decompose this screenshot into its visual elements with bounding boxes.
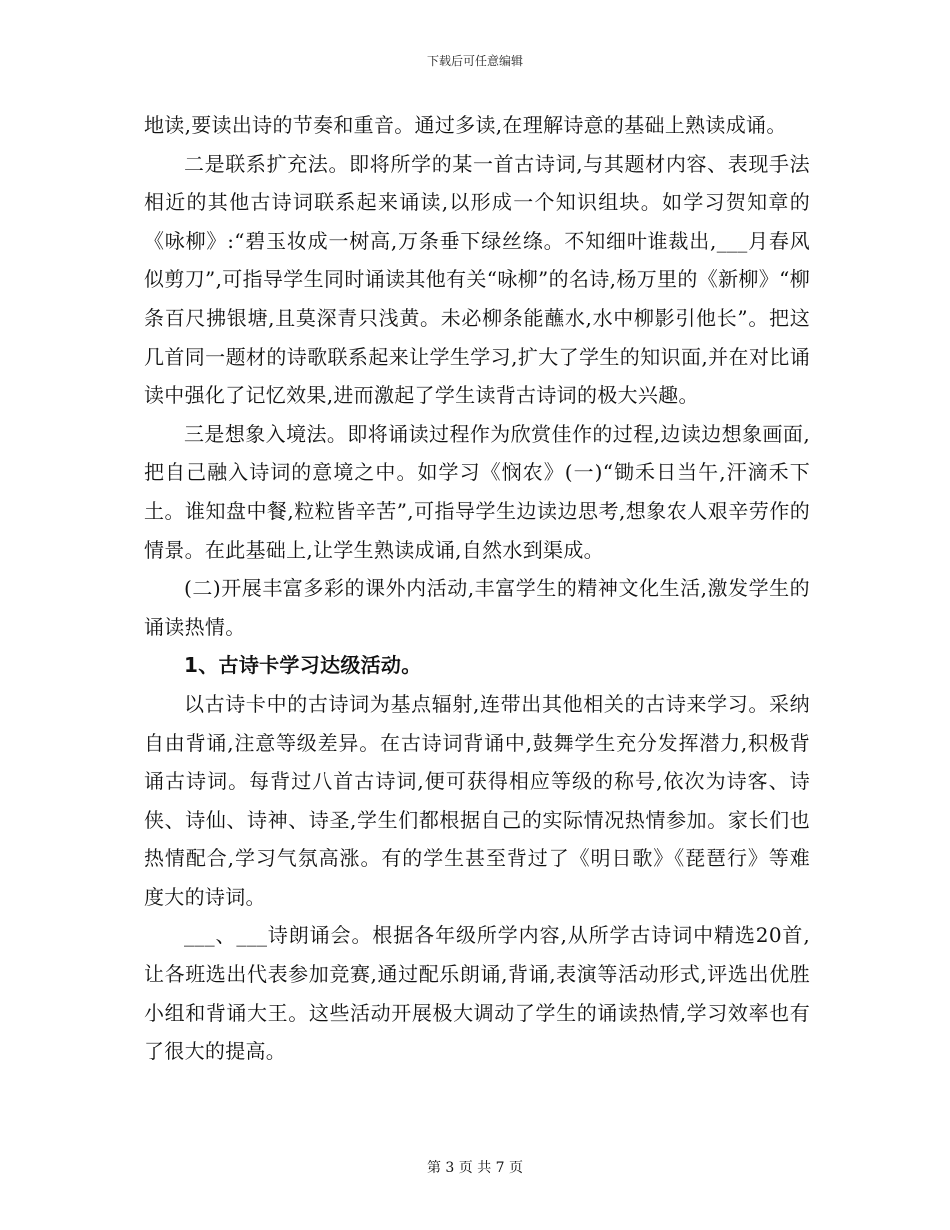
page-number: 第 3 页 共 7 页	[426, 1160, 524, 1176]
paragraph-method-association: 二是联系扩充法。即将所学的某一首古诗词,与其题材内容、表现手法相近的其他古诗词联系起来诵读,以形成一个知识组块。如学习贺知章的《咏柳》:“碧玉妆成一树高,万条垂下绿丝绦。不知细叶谁裁出,___月春风似剪刀”,可指导学生同时诵读其他有关“咏柳”的名诗,杨万里的《新柳》“柳条百尺拂银塘,且莫深青只浅黄。未必柳条能蘸水,水中柳影引他长”。把这几首同一题材的诗歌联系起来让学生学习,扩大了学生的知识面,并在对比诵读中强化了记忆效果,进而激起了学生读背古诗词的极大兴趣。	[144, 151, 810, 408]
page-header-note: 下载后可任意编辑	[426, 54, 523, 68]
heading-poetry-card-activity: 1、古诗卡学习达级活动。	[184, 653, 422, 678]
paragraph-section-two: (二)开展丰富多彩的课外内活动,丰富学生的精神文化生活,激发学生的诵读热情。	[144, 576, 810, 639]
document-body	[144, 106, 810, 1071]
paragraph-recitation-contest: ___、___诗朗诵会。根据各年级所学内容,从所学古诗词中精选20首,让各班选出代表参加竞赛,通过配乐朗诵,背诵,表演等活动形式,评选出优胜小组和背诵大王。这些活动开展极大调动了学生的诵读热情,学习效率也有了很大的提高。	[144, 923, 810, 1064]
paragraph-poetry-card-details: 以古诗卡中的古诗词为基点辐射,连带出其他相关的古诗来学习。采纳自由背诵,注意等级差异。在古诗词背诵中,鼓舞学生充分发挥潜力,积极背诵古诗词。每背过八首古诗词,便可获得相应等级的称号,依次为诗客、诗侠、诗仙、诗神、诗圣,学生们都根据自己的实际情况热情参加。家长们也热情配合,学习气氛高涨。有的学生甚至背过了《明日歌》《琵琶行》等难度大的诗词。	[144, 691, 810, 909]
paragraph-method-imagination: 三是想象入境法。即将诵读过程作为欣赏佳作的过程,边读边想象画面,把自己融入诗词的意境之中。如学习《悯农》(一)“锄禾日当午,汗滴禾下土。谁知盘中餐,粒粒皆辛苦”,可指导学生边读边思考,想象农人艰辛劳作的情景。在此基础上,让学生熟读成诵,自然水到渠成。	[144, 421, 810, 562]
paragraph-continued-reading: 地读,要读出诗的节奏和重音。通过多读,在理解诗意的基础上熟读成诵。	[144, 113, 787, 137]
